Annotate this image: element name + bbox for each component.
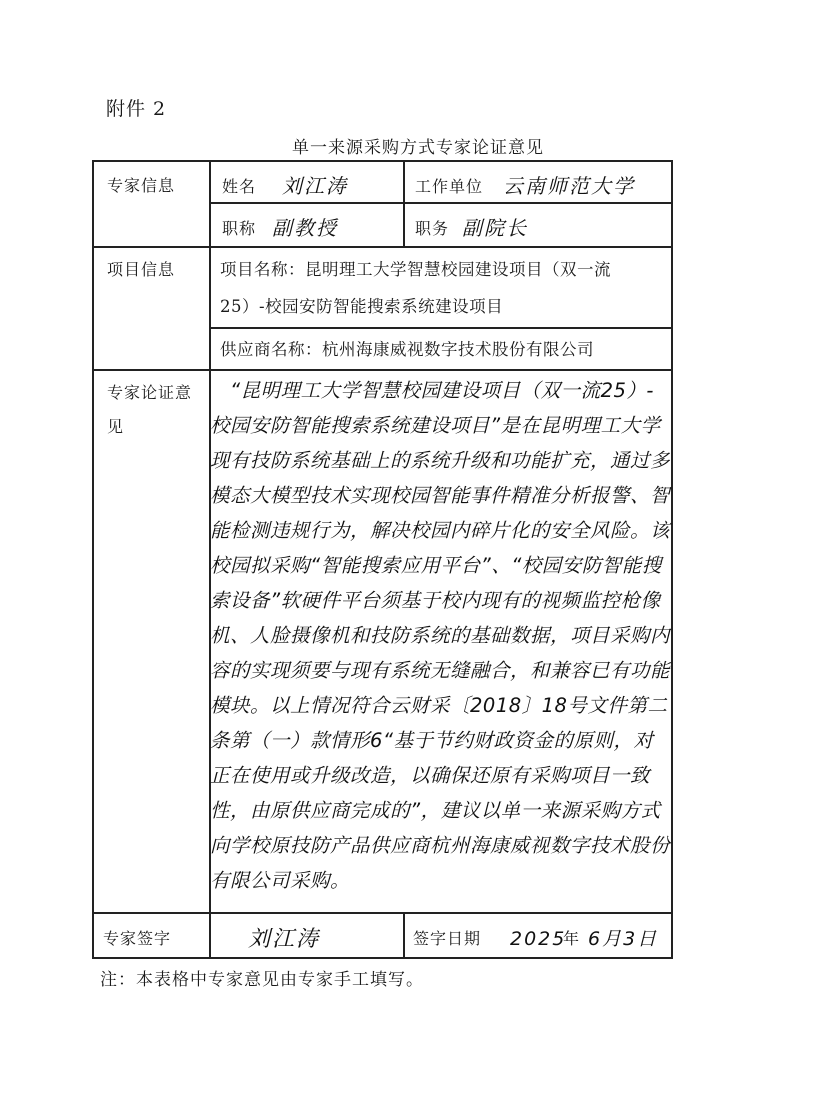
signature-label: 专家签字: [103, 929, 172, 948]
job-title-label: 职称: [222, 219, 257, 238]
signature-handwritten: 刘江涛: [248, 927, 321, 952]
sign-date-year: 2025: [510, 928, 567, 950]
col-line-left: [92, 160, 94, 959]
work-unit-handwritten: 云南师范大学: [503, 174, 635, 198]
row-line-top: [92, 160, 673, 162]
job-title-handwritten: 副教授: [272, 216, 338, 240]
sign-date-year-char: 年: [563, 929, 581, 948]
opinion-label-line1: 专家论证意: [107, 383, 193, 402]
document-title: 单一来源采购方式专家论证意见: [292, 138, 544, 158]
row-line-name: [209, 202, 673, 204]
position-label: 职务: [415, 219, 450, 238]
name-handwritten: 刘江涛: [282, 174, 348, 198]
row-line-opinion-end: [92, 912, 673, 914]
footnote: 注：本表格中专家意见由专家手工填写。: [100, 970, 424, 990]
project-info-label: 项目信息: [107, 260, 176, 279]
sign-date-month-day: 6月3日: [588, 928, 659, 950]
row-line-project-name: [209, 327, 673, 329]
project-name-line2: 25）-校园安防智能搜索系统建设项目: [220, 297, 504, 316]
name-label: 姓名: [222, 177, 257, 196]
sign-date-label: 签字日期: [413, 929, 482, 948]
attachment-label: 附件 2: [106, 98, 167, 120]
row-line-project-end: [92, 369, 673, 371]
opinion-handwritten-text: “昆明理工大学智慧校园建设项目（双一流25）-校园安防智能搜索系统建设项目”是在昆明理工大学现有技防系统基础上的系统升级和功能扩充，通过多模态大模型技术实现校园智能事件精准分析报警、智能检测违规行为，解决校园内碎片化的安全风险。该校园拟采购“智能搜索应用平台”、“校园安防智能搜索设备”软硬件平台须基于校内现有的视频监控枪像机、人脸摄像机和技防系统的基础数据，项目采购内容的实现须要与现有系统无缝融合，和兼容已有功能模块。以上情况符合云财采〔2018〕18号文件第二条第（一）款情形6“基于节约财政资金的原则，对正在使用或升级改造，以确保还原有采购项目一致性，由原供应商完成的”，建议以单一来源采购方式向学校原技防产品供应商杭州海康威视数字技术股份有限公司采购。: [210, 379, 671, 892]
project-name-line1: 项目名称：昆明理工大学智慧校园建设项目（双一流: [220, 260, 611, 279]
col-line-sign-mid: [403, 912, 405, 957]
work-unit-label: 工作单位: [415, 177, 484, 196]
supplier-name: 供应商名称：杭州海康威视数字技术股份有限公司: [220, 340, 594, 359]
row-line-expert-end: [92, 246, 673, 248]
expert-info-label: 专家信息: [107, 176, 176, 195]
position-handwritten: 副院长: [462, 216, 528, 240]
row-line-bottom: [92, 957, 673, 959]
opinion-label-line2: 见: [107, 417, 125, 436]
col-line-mid: [403, 160, 405, 246]
